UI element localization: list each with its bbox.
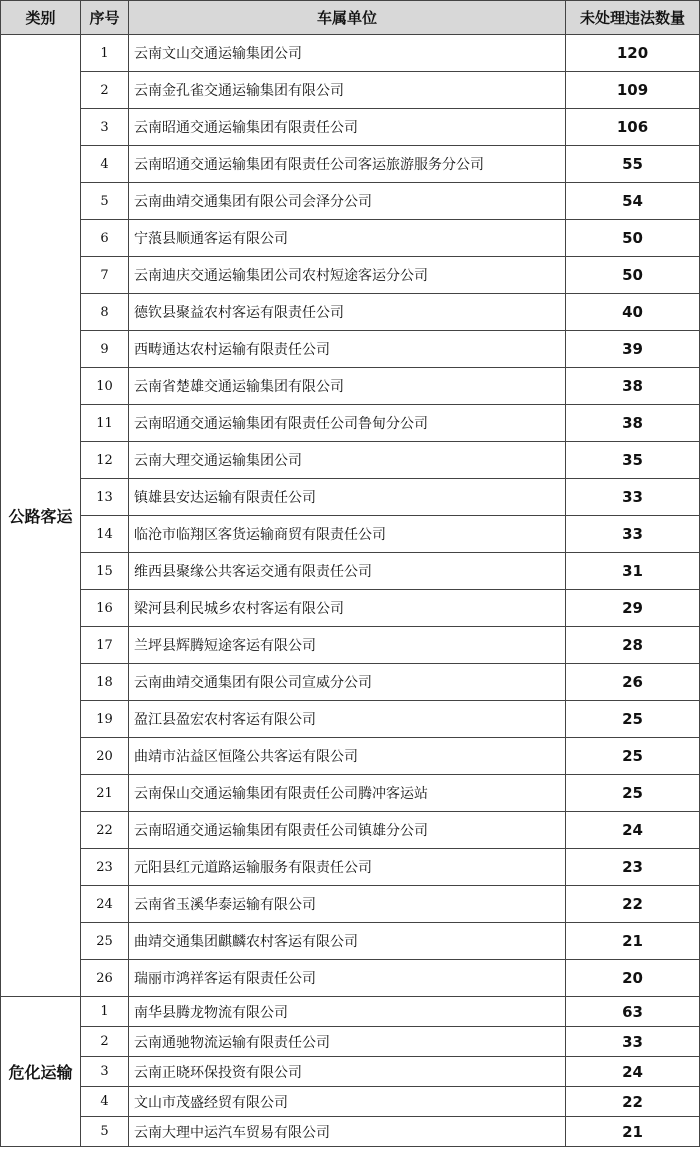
count-cell: 120	[566, 35, 700, 72]
table-row	[1, 775, 700, 812]
seq-cell: 1	[81, 997, 129, 1027]
header-row	[1, 1, 700, 35]
unit-cell: 曲靖市沾益区恒隆公共客运有限公司	[129, 738, 566, 775]
seq-cell: 20	[81, 738, 129, 775]
group-highway-passenger	[1, 35, 700, 997]
count-cell: 38	[566, 405, 700, 442]
category-cell: 危化运输	[1, 997, 81, 1147]
header-unit: 车属单位	[129, 1, 566, 35]
unit-cell: 云南保山交通运输集团有限责任公司腾冲客运站	[129, 775, 566, 812]
table-row	[1, 183, 700, 220]
count-cell: 28	[566, 627, 700, 664]
count-cell: 40	[566, 294, 700, 331]
unit-cell: 云南正晓环保投资有限公司	[129, 1057, 566, 1087]
table-row	[1, 627, 700, 664]
count-cell: 33	[566, 1027, 700, 1057]
table-row	[1, 886, 700, 923]
seq-cell: 4	[81, 146, 129, 183]
seq-cell: 22	[81, 812, 129, 849]
unit-cell: 云南大理交通运输集团公司	[129, 442, 566, 479]
unit-cell: 云南省楚雄交通运输集团有限公司	[129, 368, 566, 405]
count-cell: 24	[566, 1057, 700, 1087]
count-cell: 38	[566, 368, 700, 405]
count-cell: 20	[566, 960, 700, 997]
count-cell: 22	[566, 1087, 700, 1117]
count-cell: 25	[566, 775, 700, 812]
seq-cell: 5	[81, 1117, 129, 1147]
seq-cell: 23	[81, 849, 129, 886]
seq-cell: 13	[81, 479, 129, 516]
seq-cell: 7	[81, 257, 129, 294]
unit-cell: 瑞丽市鸿祥客运有限责任公司	[129, 960, 566, 997]
unit-cell: 兰坪县辉腾短途客运有限公司	[129, 627, 566, 664]
unit-cell: 云南曲靖交通集团有限公司宣威分公司	[129, 664, 566, 701]
unit-cell: 西畴通达农村运输有限责任公司	[129, 331, 566, 368]
count-cell: 33	[566, 479, 700, 516]
unit-cell: 临沧市临翔区客货运输商贸有限责任公司	[129, 516, 566, 553]
seq-cell: 9	[81, 331, 129, 368]
table-row	[1, 664, 700, 701]
seq-cell: 4	[81, 1087, 129, 1117]
count-cell: 29	[566, 590, 700, 627]
table-row	[1, 849, 700, 886]
seq-cell: 12	[81, 442, 129, 479]
unit-cell: 云南昭通交通运输集团有限责任公司客运旅游服务分公司	[129, 146, 566, 183]
table-row	[1, 146, 700, 183]
seq-cell: 3	[81, 109, 129, 146]
table-row	[1, 405, 700, 442]
table-row	[1, 997, 700, 1027]
unit-cell: 梁河县利民城乡农村客运有限公司	[129, 590, 566, 627]
count-cell: 54	[566, 183, 700, 220]
count-cell: 106	[566, 109, 700, 146]
seq-cell: 10	[81, 368, 129, 405]
table-row	[1, 553, 700, 590]
count-cell: 50	[566, 257, 700, 294]
table-row	[1, 1057, 700, 1087]
table-row	[1, 960, 700, 997]
seq-cell: 25	[81, 923, 129, 960]
table-row	[1, 72, 700, 109]
count-cell: 63	[566, 997, 700, 1027]
table-row	[1, 442, 700, 479]
unit-cell: 南华县腾龙物流有限公司	[129, 997, 566, 1027]
count-cell: 22	[566, 886, 700, 923]
count-cell: 109	[566, 72, 700, 109]
table-row	[1, 738, 700, 775]
unit-cell: 云南省玉溪华泰运输有限公司	[129, 886, 566, 923]
unit-cell: 云南文山交通运输集团公司	[129, 35, 566, 72]
seq-cell: 14	[81, 516, 129, 553]
table-row	[1, 35, 700, 72]
table-row	[1, 331, 700, 368]
seq-cell: 2	[81, 1027, 129, 1057]
seq-cell: 18	[81, 664, 129, 701]
count-cell: 35	[566, 442, 700, 479]
seq-cell: 26	[81, 960, 129, 997]
unit-cell: 文山市茂盛经贸有限公司	[129, 1087, 566, 1117]
count-cell: 25	[566, 701, 700, 738]
table-row	[1, 220, 700, 257]
unit-cell: 维西县聚缘公共客运交通有限责任公司	[129, 553, 566, 590]
unit-cell: 宁蒗县顺通客运有限公司	[129, 220, 566, 257]
table-row	[1, 368, 700, 405]
count-cell: 23	[566, 849, 700, 886]
table-row	[1, 923, 700, 960]
category-cell: 公路客运	[1, 35, 81, 997]
unit-cell: 云南大理中运汽车贸易有限公司	[129, 1117, 566, 1147]
header-count: 未处理违法数量	[566, 1, 700, 35]
count-cell: 55	[566, 146, 700, 183]
table-row	[1, 701, 700, 738]
unit-cell: 云南金孔雀交通运输集团有限公司	[129, 72, 566, 109]
count-cell: 26	[566, 664, 700, 701]
table-row	[1, 109, 700, 146]
table-row	[1, 1027, 700, 1057]
table-row	[1, 294, 700, 331]
unit-cell: 元阳县红元道路运输服务有限责任公司	[129, 849, 566, 886]
seq-cell: 3	[81, 1057, 129, 1087]
unit-cell: 镇雄县安达运输有限责任公司	[129, 479, 566, 516]
seq-cell: 2	[81, 72, 129, 109]
table-row	[1, 590, 700, 627]
seq-cell: 8	[81, 294, 129, 331]
count-cell: 21	[566, 1117, 700, 1147]
header-category: 类别	[1, 1, 81, 35]
seq-cell: 16	[81, 590, 129, 627]
seq-cell: 1	[81, 35, 129, 72]
seq-cell: 17	[81, 627, 129, 664]
unit-cell: 盈江县盈宏农村客运有限公司	[129, 701, 566, 738]
unit-cell: 云南昭通交通运输集团有限责任公司鲁甸分公司	[129, 405, 566, 442]
table-row	[1, 479, 700, 516]
count-cell: 33	[566, 516, 700, 553]
count-cell: 21	[566, 923, 700, 960]
unit-cell: 云南迪庆交通运输集团公司农村短途客运分公司	[129, 257, 566, 294]
table-row	[1, 1087, 700, 1117]
count-cell: 25	[566, 738, 700, 775]
table-row	[1, 812, 700, 849]
group-hazardous-transport	[1, 997, 700, 1147]
count-cell: 24	[566, 812, 700, 849]
unit-cell: 曲靖交通集团麒麟农村客运有限公司	[129, 923, 566, 960]
unit-cell: 德钦县聚益农村客运有限责任公司	[129, 294, 566, 331]
unit-cell: 云南曲靖交通集团有限公司会泽分公司	[129, 183, 566, 220]
count-cell: 39	[566, 331, 700, 368]
header-seq: 序号	[81, 1, 129, 35]
seq-cell: 6	[81, 220, 129, 257]
seq-cell: 24	[81, 886, 129, 923]
count-cell: 50	[566, 220, 700, 257]
seq-cell: 21	[81, 775, 129, 812]
table-row	[1, 516, 700, 553]
seq-cell: 11	[81, 405, 129, 442]
table-row	[1, 257, 700, 294]
count-cell: 31	[566, 553, 700, 590]
unit-cell: 云南通驰物流运输有限责任公司	[129, 1027, 566, 1057]
unit-cell: 云南昭通交通运输集团有限责任公司	[129, 109, 566, 146]
table-row	[1, 1117, 700, 1147]
seq-cell: 19	[81, 701, 129, 738]
seq-cell: 5	[81, 183, 129, 220]
seq-cell: 15	[81, 553, 129, 590]
unit-cell: 云南昭通交通运输集团有限责任公司镇雄分公司	[129, 812, 566, 849]
